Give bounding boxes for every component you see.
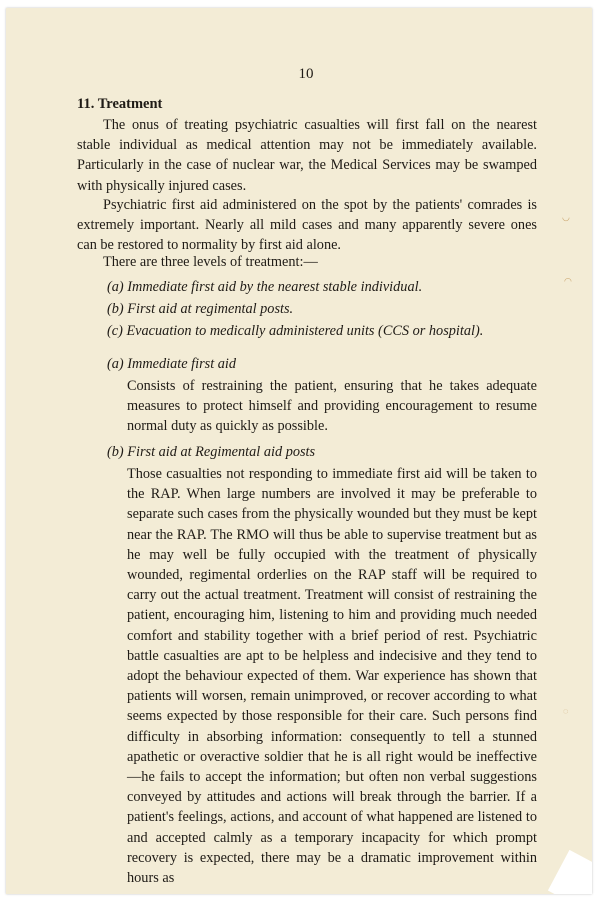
- level-label: (b): [107, 301, 124, 317]
- levels-intro: There are three levels of treatment:—: [103, 254, 318, 270]
- paragraph-1: The onus of treating psychiatric casualties will first fall on the nearest stable individual as medical attention may not be immediately available. Particularly in the case of nuclear war, the Medical Services may be swamped with physically injured cases.: [77, 117, 537, 194]
- subsection-a-heading: (a) Immediate first aid: [107, 356, 237, 372]
- paper-blemish: ◠: [564, 276, 572, 286]
- level-text: First aid at regimental posts.: [127, 301, 294, 317]
- level-text: Evacuation to medically administered units (CCS or hospital).: [126, 323, 484, 339]
- level-text: Immediate first aid by the nearest stable individual.: [127, 279, 423, 295]
- level-item-b: [107, 299, 547, 319]
- level-label: (a): [107, 279, 124, 295]
- document-page: [6, 8, 592, 894]
- level-label: (c): [107, 323, 123, 339]
- subsection-b-heading: (b) First aid at Regimental aid posts: [107, 444, 316, 460]
- level-item-c: [107, 321, 547, 341]
- paper-blemish: ◡: [562, 212, 570, 222]
- paper-blemish: ◌: [563, 706, 569, 716]
- level-item-a: [107, 277, 547, 297]
- subsection-a-body: Consists of restraining the patient, ensuring that he takes adequate measures to protect himself and providing encouragement to resume normal duty as quickly as possible.: [127, 378, 537, 435]
- section-heading: 11. Treatment: [77, 96, 163, 112]
- paragraph-2: Psychiatric first aid administered on the spot by the patients' comrades is extremely important. Nearly all mild cases and many apparently severe ones can be restored to normality by first aid alone.: [77, 197, 537, 254]
- subsection-b-body: Those casualties not responding to immediate first aid will be taken to the RAP. When large numbers are involved it may be preferable to separate such cases from the physically wounded but they must be kept near the RAP. The RMO will thus be able to supervise treatment but as he may well be fully occupied with the treatment of physically wounded, regimental orderlies on the RAP staff will be required to carry out the actual treatment. Treatment will consist of restraining the patient, encouraging him, listening to him and providing much needed comfort and stability together with a brief period of rest. Psychiatric battle casualties are apt to be helpless and indecisive and they tend to adopt the behaviour expected of them. War experience has shown that patients will worsen, remain unimproved, or recover according to what seems expected by those responsible for their care. Such persons find difficulty in absorbing information: consequently to tell a stunned apathetic or overactive soldier that he is all right would be ineffective—he fails to accept the information; but often non verbal suggestions conveyed by attitudes and actions will break through the barrier. If a patient's feelings, actions, and account of what happened are listened to and accepted calmly as a temporary incapacity for which prompt recovery is expected, there may be a dramatic improvement within hours as: [127, 466, 537, 887]
- page-number: 10: [298, 66, 314, 82]
